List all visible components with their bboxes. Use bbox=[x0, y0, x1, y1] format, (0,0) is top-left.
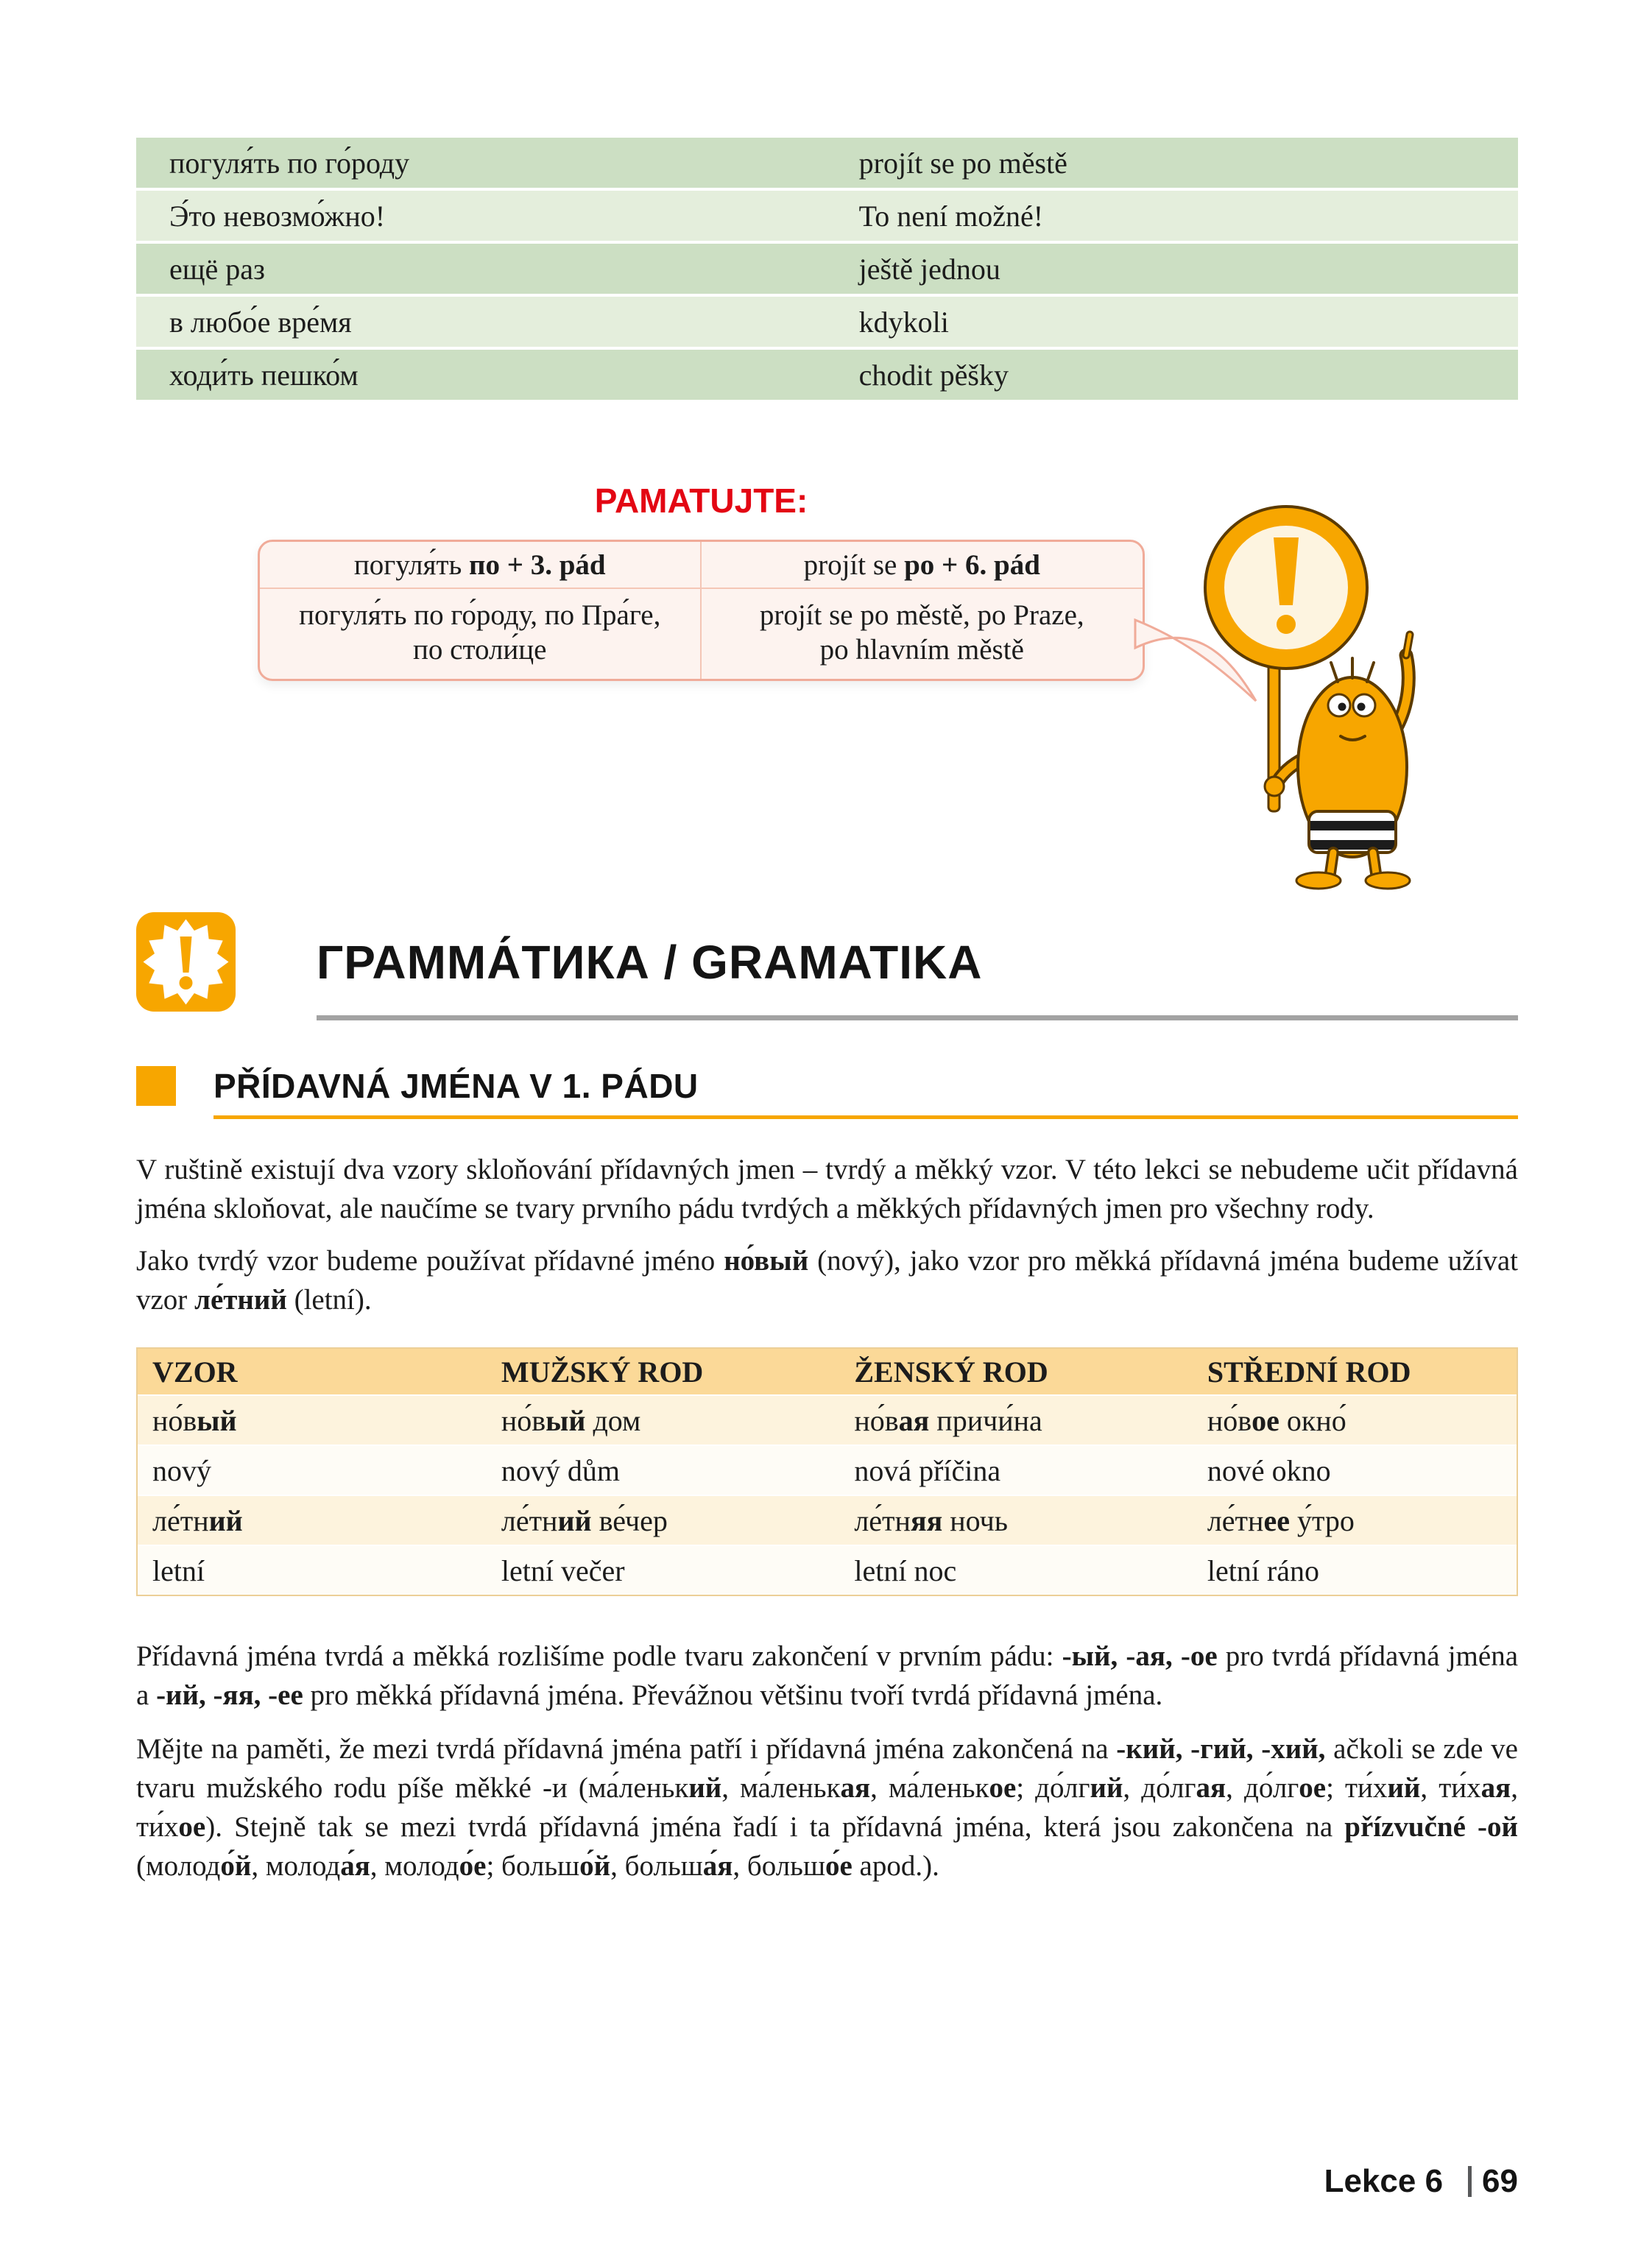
column-header: VZOR bbox=[152, 1355, 238, 1389]
table-row bbox=[138, 1546, 1517, 1595]
mascot-exclamation-sign bbox=[1205, 507, 1367, 669]
table-cell: nový dům bbox=[501, 1453, 620, 1487]
examples-czech-line1: projít se po městě, po Praze, bbox=[759, 599, 1084, 631]
table-cell: letní bbox=[152, 1553, 205, 1587]
table-cell: letní noc bbox=[854, 1553, 957, 1587]
vocab-czech: chodit pěšky bbox=[858, 358, 1009, 392]
table-row bbox=[136, 350, 1518, 400]
table-row bbox=[136, 244, 1518, 294]
vocab-czech: ještě jednou bbox=[858, 252, 1000, 286]
table-cell: ле́тний ве́чер bbox=[501, 1503, 668, 1537]
rule-czech: projít se po + 6. pád bbox=[702, 542, 1143, 589]
page-footer bbox=[1324, 2163, 1518, 2200]
rule-russian: погуля́ть по + 3. pád bbox=[260, 542, 702, 589]
pamatujte-heading: PAMATUJTE: bbox=[594, 482, 808, 520]
page-content bbox=[136, 0, 1518, 1886]
table-cell: nový bbox=[152, 1453, 211, 1487]
table-cell: letní ráno bbox=[1207, 1553, 1319, 1587]
paragraph: Přídavná jména tvrdá a měkká rozlišíme podle tvaru zakončení v prvním pádu: -ый, -ая, -ое pro tvrdá přídavná jména a -ий, -яя, -ее pro měkká přídavná jména. Převážnou většinu tvoří tvrdá přídavná jména. bbox=[136, 1640, 1519, 1711]
grammar-heading: ГРАММА́ТИКА / GRAMATIKA bbox=[317, 935, 983, 989]
footer-divider bbox=[1468, 2166, 1472, 2197]
column-header: STŘEDNÍ ROD bbox=[1207, 1355, 1411, 1389]
column-header: MUŽSKÝ ROD bbox=[501, 1355, 704, 1389]
paragraph: Jako tvrdý vzor budeme používat přídavné jméno но́вый (nový), jako vzor pro měkká přídavná jména budeme užívat vzor ле́тний (letní). bbox=[136, 1245, 1518, 1316]
lesson-label: Lekce 6 bbox=[1324, 2163, 1444, 2199]
note-rule-row bbox=[260, 542, 1143, 589]
subsection-divider bbox=[213, 1115, 1518, 1119]
table-cell: но́вое окно́ bbox=[1207, 1403, 1346, 1437]
adjective-declension-table bbox=[136, 1347, 1518, 1596]
table-cell: но́вый дом bbox=[501, 1403, 641, 1437]
pamatujte-note-box bbox=[258, 540, 1145, 681]
note-example-row bbox=[260, 589, 1143, 679]
vocab-russian: в любо́е вре́мя bbox=[169, 305, 352, 339]
table-row bbox=[136, 191, 1518, 241]
table-cell: nová příčina bbox=[854, 1453, 1001, 1487]
page-number: 69 bbox=[1482, 2163, 1518, 2199]
paragraph: V ruštině existují dva vzory skloňování přídavných jmen – tvrdý a měkký vzor. V této lekci se nebudeme učit přídavná jména skloňovat, ale naučíme se tvary prvního pádu tvrdých a měkkých přídavných jmen pro všechny rody. bbox=[136, 1154, 1518, 1224]
examples-russian-line1: погуля́ть по го́роду, по Пра́ге, bbox=[299, 599, 661, 631]
vocab-russian: Э́то невозмо́жно! bbox=[169, 199, 386, 233]
table-row bbox=[138, 1496, 1517, 1546]
table-row bbox=[138, 1446, 1517, 1496]
table-row bbox=[138, 1396, 1517, 1446]
grammar-section-header bbox=[136, 912, 1518, 1012]
vocab-russian: погуля́ть по го́роду bbox=[169, 146, 410, 180]
table-cell: nové okno bbox=[1207, 1453, 1331, 1487]
exclamation-burst-icon bbox=[136, 912, 236, 1012]
table-cell: ле́тняя ночь bbox=[854, 1503, 1008, 1537]
pamatujte-section bbox=[258, 481, 1145, 681]
vocab-czech: To není možné! bbox=[858, 199, 1044, 233]
table-row bbox=[136, 138, 1518, 188]
vocab-russian: ещё раз bbox=[169, 252, 265, 286]
vocab-russian: ходи́ть пешко́м bbox=[169, 358, 359, 392]
vocab-czech: kdykoli bbox=[858, 305, 949, 339]
vocabulary-table bbox=[136, 0, 1518, 400]
examples-russian bbox=[260, 589, 702, 679]
table-cell: letní večer bbox=[501, 1553, 625, 1587]
examples-czech-line2: po hlavním městě bbox=[819, 634, 1024, 666]
table-row bbox=[136, 297, 1518, 347]
mascot-illustration bbox=[1152, 479, 1447, 891]
paragraph: Mějte na paměti, že mezi tvrdá přídavná jména patří i přídavná jména zakončená na -кий, -гий, -хий, ačkoli se zde ve tvaru mužského rodu píše měkké -и (ма́ленький, ма́ленькая, ма́ленькое; до́лгий, до́лгая, до́лгое; ти́хий, ти́хая, ти́хое). Stejně tak se mezi tvrdá přídavná jména řadí i ta přídavná jména, která jsou zakončena na přízvučné -ой (молодо́й, молода́я, молодо́е; большо́й, больша́я, большо́е apod.). bbox=[136, 1733, 1518, 1882]
vocab-czech: projít se po městě bbox=[858, 146, 1067, 180]
examples-russian-line2: по столи́це bbox=[413, 634, 547, 666]
table-cell: ле́тний bbox=[152, 1503, 243, 1537]
orange-square-marker bbox=[136, 1066, 176, 1106]
column-header: ŽENSKÝ ROD bbox=[854, 1355, 1048, 1389]
subsection-header bbox=[136, 1066, 1518, 1106]
table-cell: ле́тнее у́тро bbox=[1207, 1503, 1355, 1537]
table-header-row bbox=[138, 1349, 1517, 1396]
table-cell: но́вый bbox=[152, 1403, 237, 1437]
examples-czech bbox=[702, 589, 1143, 679]
table-cell: но́вая причи́на bbox=[854, 1403, 1042, 1437]
heading-divider bbox=[317, 1015, 1518, 1020]
subsection-heading: PŘÍDAVNÁ JMÉNA V 1. PÁDU bbox=[213, 1067, 699, 1105]
